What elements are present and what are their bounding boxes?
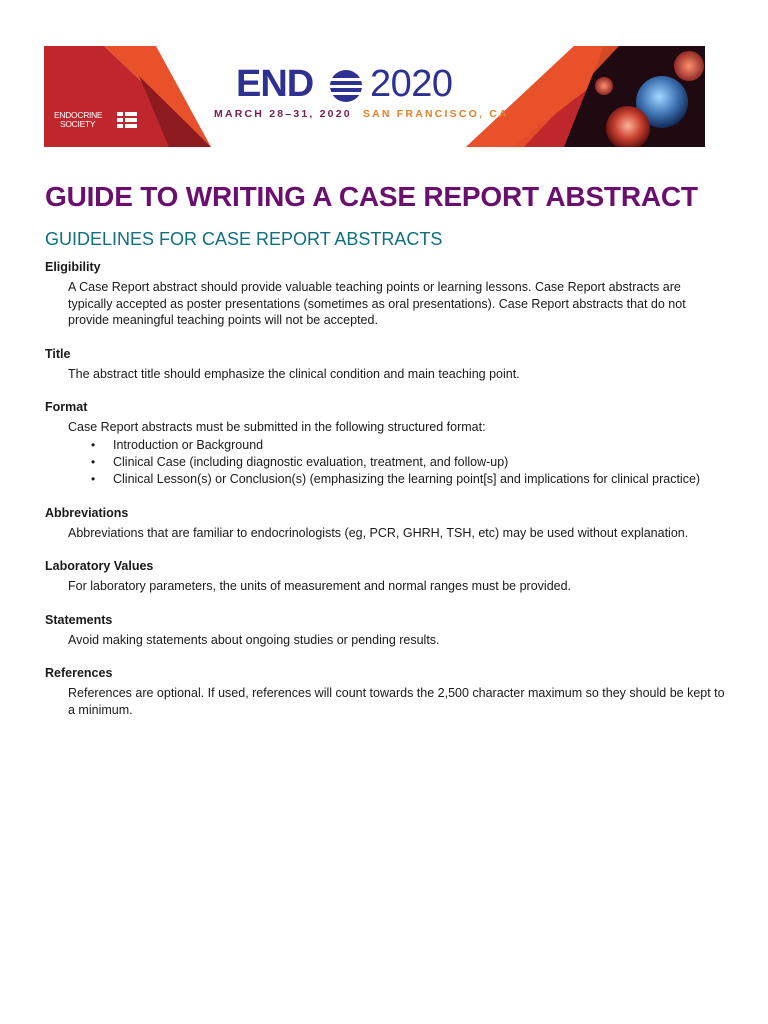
section-heading: Format <box>45 400 88 414</box>
section-abbreviations <box>45 506 725 542</box>
list-item <box>91 471 725 488</box>
format-list <box>45 437 725 488</box>
cell-image <box>595 77 613 95</box>
list-item-text: Introduction or Background <box>113 437 264 452</box>
bullet-icon: • <box>91 471 96 486</box>
section-body: The abstract title should emphasize the clinical condition and main teaching point. <box>68 366 520 381</box>
list-item-text: Clinical Lesson(s) or Conclusion(s) (emphasizing the learning point[s] and implications for clinical practice) <box>113 471 701 486</box>
page-subtitle: GUIDELINES FOR CASE REPORT ABSTRACTS <box>45 229 443 249</box>
section-heading: Eligibility <box>45 260 101 274</box>
section-body: Avoid making statements about ongoing studies or pending results. <box>68 632 440 647</box>
section-body: References are optional. If used, references will count towards the 2,500 character maximum so they should be kept to a minimum. <box>68 686 725 717</box>
list-item <box>91 437 725 454</box>
section-statements <box>45 613 725 649</box>
section-heading: Abbreviations <box>45 505 129 520</box>
list-item <box>91 454 725 471</box>
section-body: For laboratory parameters, the units of measurement and normal ranges must be provided. <box>68 579 572 593</box>
globe-icon <box>329 69 363 103</box>
section-format <box>45 400 725 488</box>
bullet-icon: • <box>91 437 96 452</box>
endo-logo-word: END <box>236 63 314 105</box>
event-dates: MARCH 28–31, 2020 <box>214 108 352 120</box>
event-dateline <box>214 108 509 120</box>
section-title <box>45 347 725 383</box>
society-mark-icon <box>117 112 137 130</box>
section-heading: Title <box>45 346 71 361</box>
section-body: A Case Report abstract should provide valuable teaching points or learning lessons. Case Report abstracts are typically accepted as poster presentations (sometimes as oral presentations). Case Report abstracts that do not provide meaningful teaching points will not be accepted. <box>68 280 686 327</box>
section-body: Case Report abstracts must be submitted in the following structured format: <box>68 420 486 434</box>
society-logo-line1: ENDOCRINE <box>54 110 103 120</box>
bullet-icon: • <box>91 454 96 469</box>
event-location: SAN FRANCISCO, CA <box>362 108 509 120</box>
guidelines-sections <box>45 260 725 736</box>
section-body: Abbreviations that are familiar to endocrinologists (eg, PCR, GHRH, TSH, etc) may be used without explanation. <box>68 525 689 540</box>
section-heading: Laboratory Values <box>45 559 154 573</box>
endocrine-society-logo <box>54 110 144 136</box>
society-logo-line2: SOCIETY <box>60 119 96 129</box>
section-heading: Statements <box>45 612 113 627</box>
endo-logo-year: 2020 <box>370 63 453 105</box>
section-eligibility <box>45 260 725 329</box>
page-title: GUIDE TO WRITING A CASE REPORT ABSTRACT <box>45 181 698 212</box>
section-laboratory-values <box>45 559 725 595</box>
header-banner <box>44 46 705 147</box>
section-heading: References <box>45 666 113 680</box>
endo-2020-logo <box>236 64 466 104</box>
list-item-text: Clinical Case (including diagnostic evaluation, treatment, and follow-up) <box>113 454 509 469</box>
section-references <box>45 666 725 718</box>
cell-image <box>674 51 704 81</box>
